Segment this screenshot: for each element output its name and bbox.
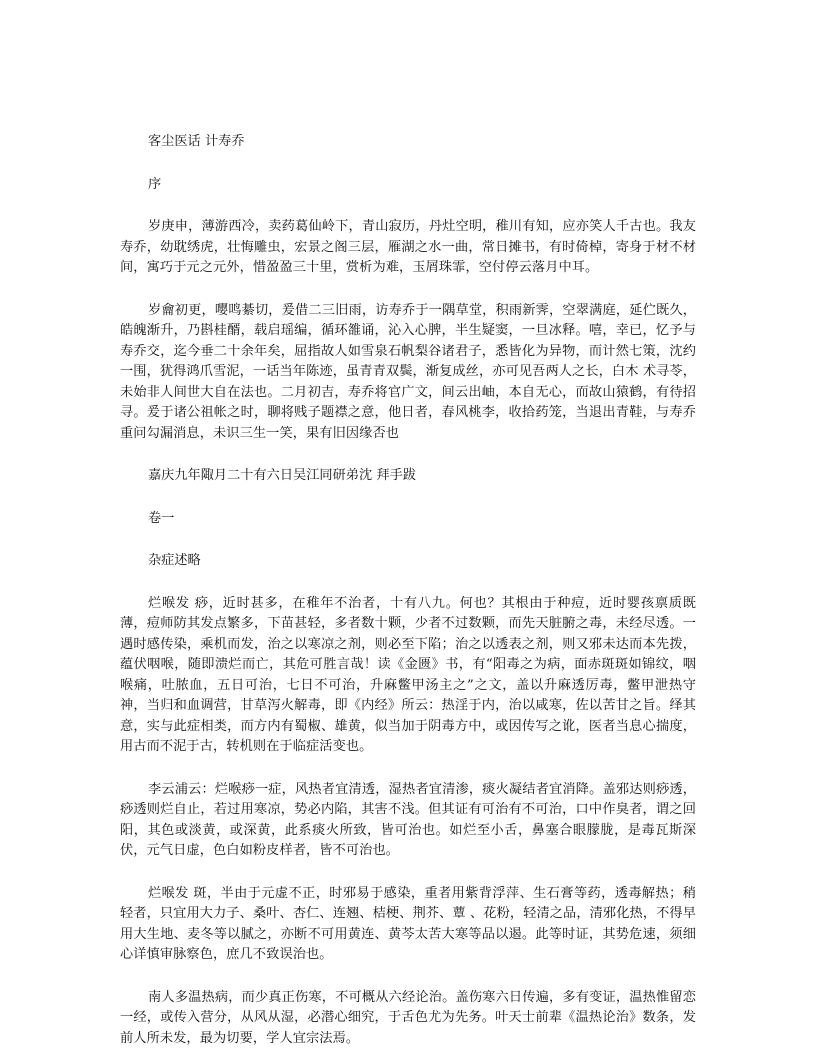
body-paragraph: 李云浦云：烂喉痧一症，风热者宜清透，湿热者宜清渗，痰火凝结者宜消降。盖邪达则痧透，痧透则烂自止，若过用寒凉，势必内陷，其害不浅。但其证有可治有不可治，口中作臭者，谓之回阳，其色或淡黄，或深黄，此系痰火所致，皆可治也。如烂至小舌，鼻塞合眼朦胧，是毒瓦斯深伏，元气日虚，色白如粉皮样者，皆不可治也。	[120, 781, 696, 858]
preface-paragraph: 岁龠初更，嘤鸣綦切，爰借二三旧雨，访寿乔于一隅草堂，积雨新霁，空翠满庭，延伫既久，皓魄渐升，乃斟桂醑，载启瑶编，循环雒诵，沁入心脾，半生疑窦，一旦冰释。嘻，幸已，忆予与寿乔交，迄今垂二十余年矣，屈指故人如雪泉石帆梨谷诸君子，悉皆化为异物，而计然七策，沈约一围，犹得鸿爪雪泥，一话当年陈迹，虽青青双鬓，渐复成丝，亦可见吾两人之长，白木 术寻苓，未始非人间世大自在法也。二月初吉，寿乔将官广文，间云出岫，本自无心，而故山猿鹤，有待招寻。爰于诸公祖帐之时，聊将贱子题襟之意，他日者，春风桃李，收拾药笼，当退出青鞋，与寿乔重问勾漏消息，未识三生一笑，果有旧因缘否也	[120, 302, 696, 441]
volume-heading: 卷一	[148, 510, 175, 526]
body-paragraph: 烂喉发 痧，近时甚多，在稚年不治者，十有八九。何也？其根由于种痘，近时婴孩禀质既薄，痘师防其发点繁多，下苗甚轻，多者数十颗，少者不过数颗，而先天脏腑之毒，未经尽透。一遇时感传染，乘机而发，治之以寒凉之剂，则必至下陷；治之以透表之剂，则又邪未达而本先拨，蕴伏咽喉，随即溃烂而亡，其危可胜言哉！读《金匮》书，有“阳毒之为病，面赤斑斑如锦纹，咽喉痛，吐脓血，五日可治，七日不可治，升麻鳖甲汤主之”之文，盖以升麻透厉毒，鳖甲泄热守神，当归和血调营，甘草泻火解毒，即《内经》所云：热淫于内，治以咸寒，佐以苦甘之旨。绎其意，实与此症相类，而方内有蜀椒、雄黄，似当加于阴毒方中，或因传写之讹，医者当息心揣度，用古而不泥于古，转机则在于临症活变也。	[120, 595, 696, 754]
preface-heading: 序	[148, 176, 162, 192]
preface-paragraph: 岁庚申，薄游西冷，卖药葛仙岭下，青山寂历，丹灶空明，稚川有知，应亦笑人千古也。我友寿乔，幼耽绣虎，壮悔雕虫，宏景之阁三层，雁湖之水一曲，常日摊书，有时倚棹，寄身于材不材间，寓巧于元之元外，惜盈盈三十里，赏析为难，玉屑珠霏，空付停云落月中耳。	[120, 219, 696, 275]
book-title: 客尘医话 计寿乔	[148, 134, 245, 149]
body-paragraph: 烂喉发 斑，半由于元虚不正，时邪易于感染，重者用紫背浮萍、生石膏等药，透毒解热；稍轻者，只宜用大力子、桑叶、杏仁、连翘、桔梗、荆芥、蕈 、花粉，轻清之品，清邪化热，不得早用大生地、麦冬等以腻之，亦断不可用黄连、黄芩太苦大寒等品以遏。此等时证，其势危速，须细心详慎审脉察色，庶几不致误治也。	[120, 885, 696, 962]
preface-signature: 嘉庆九年陬月二十有六日吴江同研弟沈 拜手跋	[148, 468, 416, 483]
section-heading: 杂症述略	[148, 553, 201, 568]
body-paragraph: 南人多温热病，而少真正伤寒，不可概从六经论治。盖伤寒六日传遍，多有变证，温热惟留恋一经，或传入营分，从风从湿，必潜心细究，于舌色尤为先务。叶天士前辈《温热论治》数条，发前人所未发，最为切要，学人宜宗法焉。	[120, 989, 696, 1046]
